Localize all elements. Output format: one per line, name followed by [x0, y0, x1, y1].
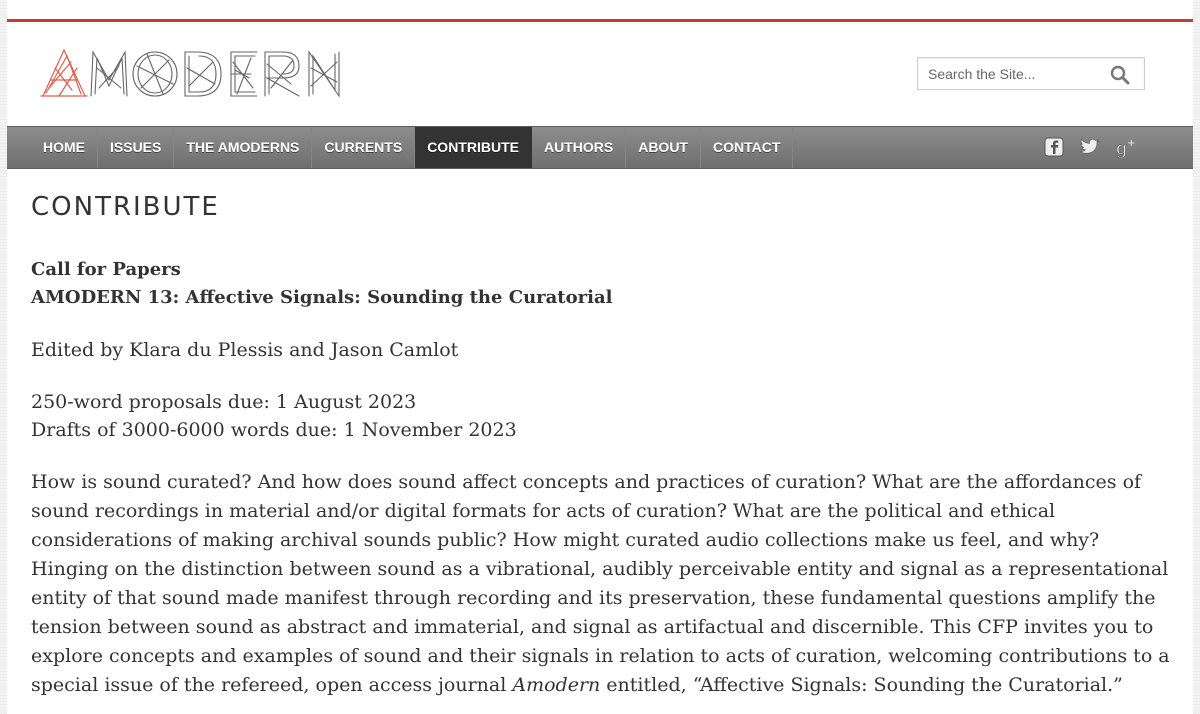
search-icon[interactable] [1110, 65, 1130, 85]
google-plus-icon[interactable] [1115, 136, 1137, 158]
nav-item-contact[interactable]: CONTACT [701, 127, 793, 168]
main-nav [7, 126, 1193, 169]
cfp-heading: Call for Papers [31, 259, 181, 280]
page-title: CONTRIBUTE [31, 192, 220, 222]
editors-line: Edited by Klara du Plessis and Jason Camlot [31, 339, 459, 361]
social-links [1043, 136, 1137, 158]
page [7, 0, 1193, 714]
logo-artwork [37, 38, 347, 106]
issue-title: AMODERN 13: Affective Signals: Sounding the Curatorial [31, 287, 613, 308]
journal-name: Amodern [512, 674, 601, 696]
facebook-icon[interactable] [1043, 136, 1065, 158]
proposal-deadline: 250-word proposals due: 1 August 2023 [31, 391, 417, 413]
svg-text:g: g [1116, 138, 1128, 158]
nav-item-home[interactable]: HOME [31, 127, 98, 168]
search-box[interactable] [917, 57, 1145, 90]
article-content [31, 256, 1171, 700]
nav-item-currents[interactable]: CURRENTS [312, 127, 415, 168]
nav-item-authors[interactable]: AUTHORS [532, 127, 626, 168]
nav-item-about[interactable]: ABOUT [626, 127, 701, 168]
draft-deadline: Drafts of 3000-6000 words due: 1 November 2023 [31, 419, 517, 441]
cfp-body-part1: How is sound curated? And how does sound affect concepts and practices of curation? What are the affordances of sound recordings in material and/or digital formats for acts of curation? What are the political and ethical considerations of making archival sounds public? How might curated audio collections make us feel, and why? Hinging on the distinction between sound as a vibrational, audibly perceivable entity and signal as a representational entity of that sound made manifest through recording and its preservation, these fundamental questions amplify the tension between sound as abstract and immaterial, and signal as artifactual and discernible. This CFP invites you to explore concepts and examples of sound and their signals in relation to acts of curation, welcoming contributions to a special issue of the refereed, open access journal [31, 471, 1170, 696]
nav-item-issues[interactable]: ISSUES [98, 127, 174, 168]
search-input[interactable] [918, 58, 1113, 89]
cfp-body-part2: entitled, “Affective Signals: Sounding the Curatorial.” [600, 674, 1123, 696]
site-logo[interactable] [37, 38, 347, 106]
twitter-icon[interactable] [1079, 136, 1101, 158]
nav-item-contribute[interactable]: CONTRIBUTE [415, 127, 532, 168]
svg-text:+: + [1127, 138, 1136, 149]
nav-menu [31, 127, 793, 168]
top-accent-bar [7, 19, 1193, 22]
cfp-body [31, 468, 1171, 700]
nav-item-the-amoderns[interactable]: THE AMODERNS [174, 127, 312, 168]
